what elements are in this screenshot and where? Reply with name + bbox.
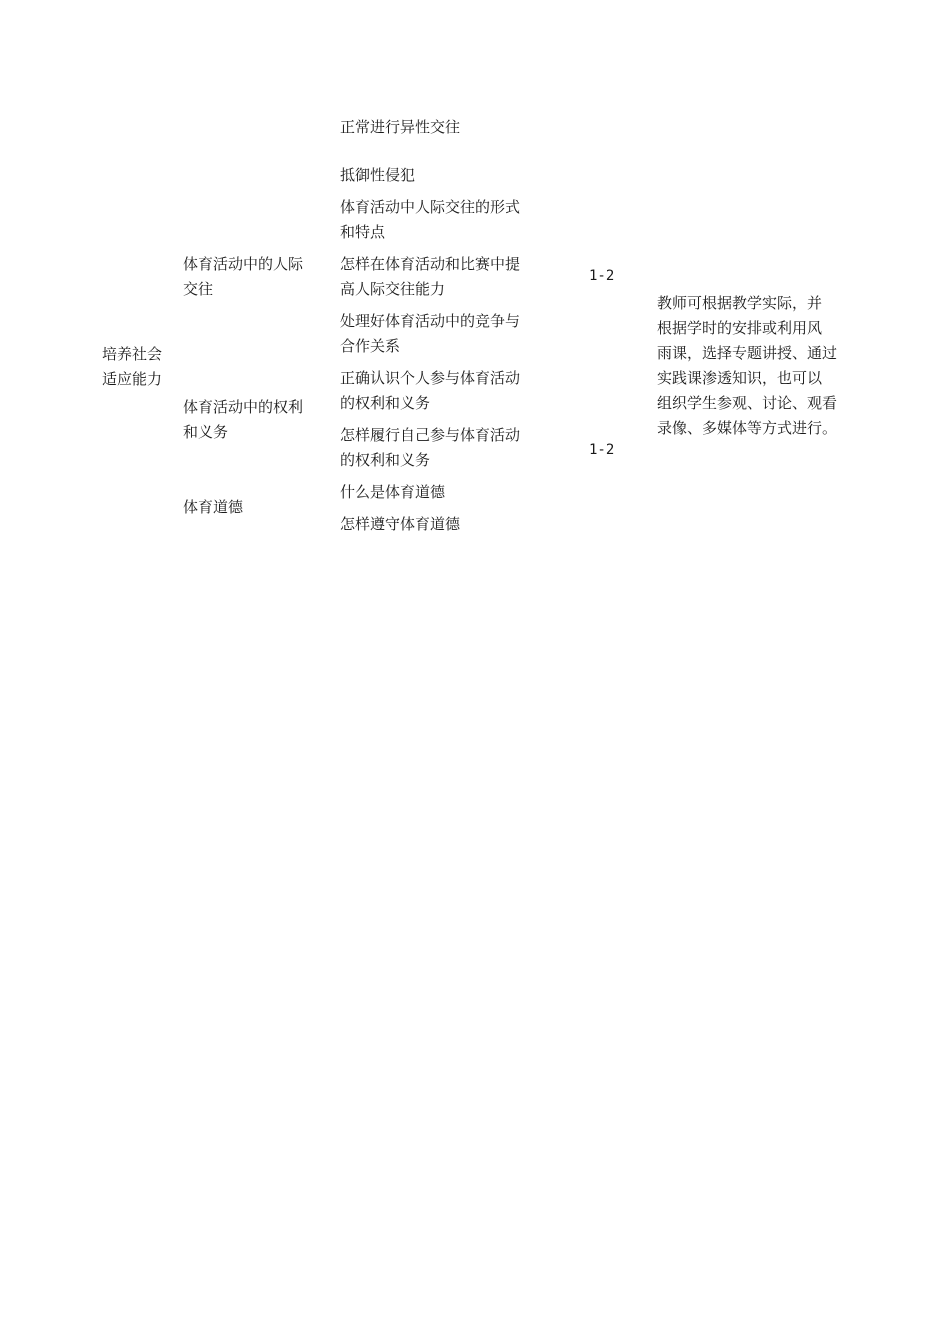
notes-line-3: 雨课，选择专题讲授、通过 — [657, 344, 838, 362]
content-item-7-line-2: 的权利和义务 — [340, 451, 431, 469]
notes-line-2: 根据学时的安排或利用风 — [657, 319, 823, 337]
hours-value-1: 1-2 — [589, 268, 615, 284]
content-item-5-line-1: 处理好体育活动中的竞争与 — [340, 312, 521, 330]
category-line-2: 适应能力 — [102, 370, 163, 388]
content-item-6-line-2: 的权利和义务 — [340, 394, 431, 412]
content-item-4-line-1: 怎样在体育活动和比赛中提 — [340, 255, 521, 273]
topic-rights-line-1: 体育活动中的权利 — [183, 398, 304, 416]
content-item-7-line-1: 怎样履行自己参与体育活动 — [340, 426, 521, 444]
notes-line-5: 组织学生参观、讨论、观看 — [657, 394, 838, 412]
content-item-4-line-2: 高人际交往能力 — [340, 280, 446, 298]
content-item-1: 正常进行异性交往 — [340, 118, 461, 136]
content-item-9: 怎样遵守体育道德 — [340, 515, 461, 533]
category-line-1: 培养社会 — [102, 345, 163, 363]
content-item-2: 抵御性侵犯 — [340, 166, 416, 184]
content-item-3-line-2: 和特点 — [340, 223, 386, 241]
topic-interpersonal-line-1: 体育活动中的人际 — [183, 255, 304, 273]
notes-line-1: 教师可根据教学实际，并 — [657, 294, 823, 312]
content-item-3-line-1: 体育活动中人际交往的形式 — [340, 198, 521, 216]
topic-ethics: 体育道德 — [183, 498, 244, 516]
notes-line-6: 录像、多媒体等方式进行。 — [657, 419, 838, 437]
content-item-8: 什么是体育道德 — [340, 483, 446, 501]
topic-rights-line-2: 和义务 — [183, 423, 229, 441]
topic-interpersonal-line-2: 交往 — [183, 280, 214, 298]
content-item-5-line-2: 合作关系 — [340, 337, 401, 355]
content-item-6-line-1: 正确认识个人参与体育活动 — [340, 369, 521, 387]
hours-value-2: 1-2 — [589, 442, 615, 458]
notes-line-4: 实践课渗透知识，也可以 — [657, 369, 823, 387]
